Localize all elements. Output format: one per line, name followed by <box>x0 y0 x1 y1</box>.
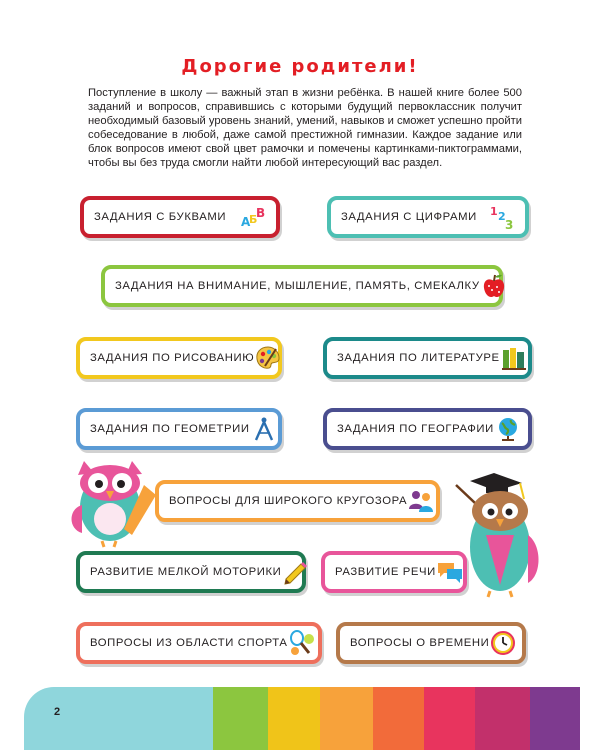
section-card-motor-skills[interactable] <box>76 551 306 593</box>
section-card-literature[interactable] <box>323 337 532 379</box>
footer-stripe <box>213 687 268 750</box>
footer-stripe <box>268 687 320 750</box>
section-label: ЗАДАНИЯ НА ВНИМАНИЕ, МЫШЛЕНИЕ, ПАМЯТЬ, СМЕКАЛКУ <box>115 280 480 292</box>
section-card-letters[interactable] <box>80 196 280 238</box>
section-card-outlook[interactable] <box>155 480 440 522</box>
palette-icon <box>254 344 282 372</box>
svg-text:3: 3 <box>505 218 514 231</box>
section-label: РАЗВИТИЕ РЕЧИ <box>335 566 436 578</box>
footer-stripe <box>475 687 530 750</box>
section-card-time[interactable] <box>336 622 526 664</box>
section-card-geography[interactable] <box>323 408 532 450</box>
footer-stripe <box>24 687 213 750</box>
people-icon <box>407 487 435 515</box>
section-label: ЗАДАНИЯ С БУКВАМИ <box>94 211 227 223</box>
owl-teacher-illustration <box>450 465 545 600</box>
section-label: ВОПРОСЫ ДЛЯ ШИРОКОГО КРУГОЗОРА <box>169 495 408 507</box>
sports-icon <box>288 629 316 657</box>
intro-paragraph: Поступление в школу — важный этап в жизни ребёнка. В нашей книге более 500 заданий и вопросов, справившись с которыми будущий первоклассник получит необходимый базовый уровень знаний, умений, навыков и сможет успешно пройти собеседование в любой, даже самой престижной гимназии. Каждое задание или блок вопросов имеют свой цвет рамочки и помечены картинками-пиктограммами, чтобы вы без труда смогли найти любой интересующий вас раздел. <box>88 87 522 169</box>
section-label: ЗАДАНИЯ ПО РИСОВАНИЮ <box>90 352 255 364</box>
svg-text:A: A <box>241 215 251 229</box>
section-card-attention[interactable] <box>101 265 503 307</box>
svg-text:B: B <box>256 206 266 220</box>
section-label: РАЗВИТИЕ МЕЛКОЙ МОТОРИКИ <box>90 566 282 578</box>
footer-stripe <box>320 687 373 750</box>
pencil-icon <box>281 558 309 586</box>
owl-with-pencil-illustration <box>62 455 160 550</box>
section-label: ЗАДАНИЯ С ЦИФРАМИ <box>341 211 477 223</box>
svg-text:1: 1 <box>490 205 498 218</box>
section-label: ВОПРОСЫ О ВРЕМЕНИ <box>350 637 490 649</box>
page-title: Дорогие родители! <box>181 56 419 77</box>
section-card-sport[interactable] <box>76 622 322 664</box>
apple-icon <box>480 272 508 300</box>
footer-stripe <box>373 687 424 750</box>
footer-stripe <box>530 687 580 750</box>
globe-icon <box>494 415 522 443</box>
section-card-numbers[interactable] <box>327 196 529 238</box>
compass-icon <box>250 415 278 443</box>
books-icon <box>500 344 528 372</box>
section-label: ЗАДАНИЯ ПО ГЕОГРАФИИ <box>337 423 494 435</box>
section-label: ВОПРОСЫ ИЗ ОБЛАСТИ СПОРТА <box>90 637 288 649</box>
clock-icon <box>489 629 517 657</box>
svg-text:Б: Б <box>249 213 258 226</box>
svg-text:2: 2 <box>498 210 506 223</box>
footer-stripe <box>424 687 475 750</box>
section-card-speech[interactable] <box>321 551 467 593</box>
section-card-drawing[interactable] <box>76 337 282 379</box>
page-number: 2 <box>54 706 61 718</box>
numbers-123-icon <box>489 203 517 231</box>
letters-abc-icon <box>240 203 268 231</box>
section-label: ЗАДАНИЯ ПО ГЕОМЕТРИИ <box>90 423 250 435</box>
section-label: ЗАДАНИЯ ПО ЛИТЕРАТУРЕ <box>337 352 500 364</box>
section-card-geometry[interactable] <box>76 408 282 450</box>
